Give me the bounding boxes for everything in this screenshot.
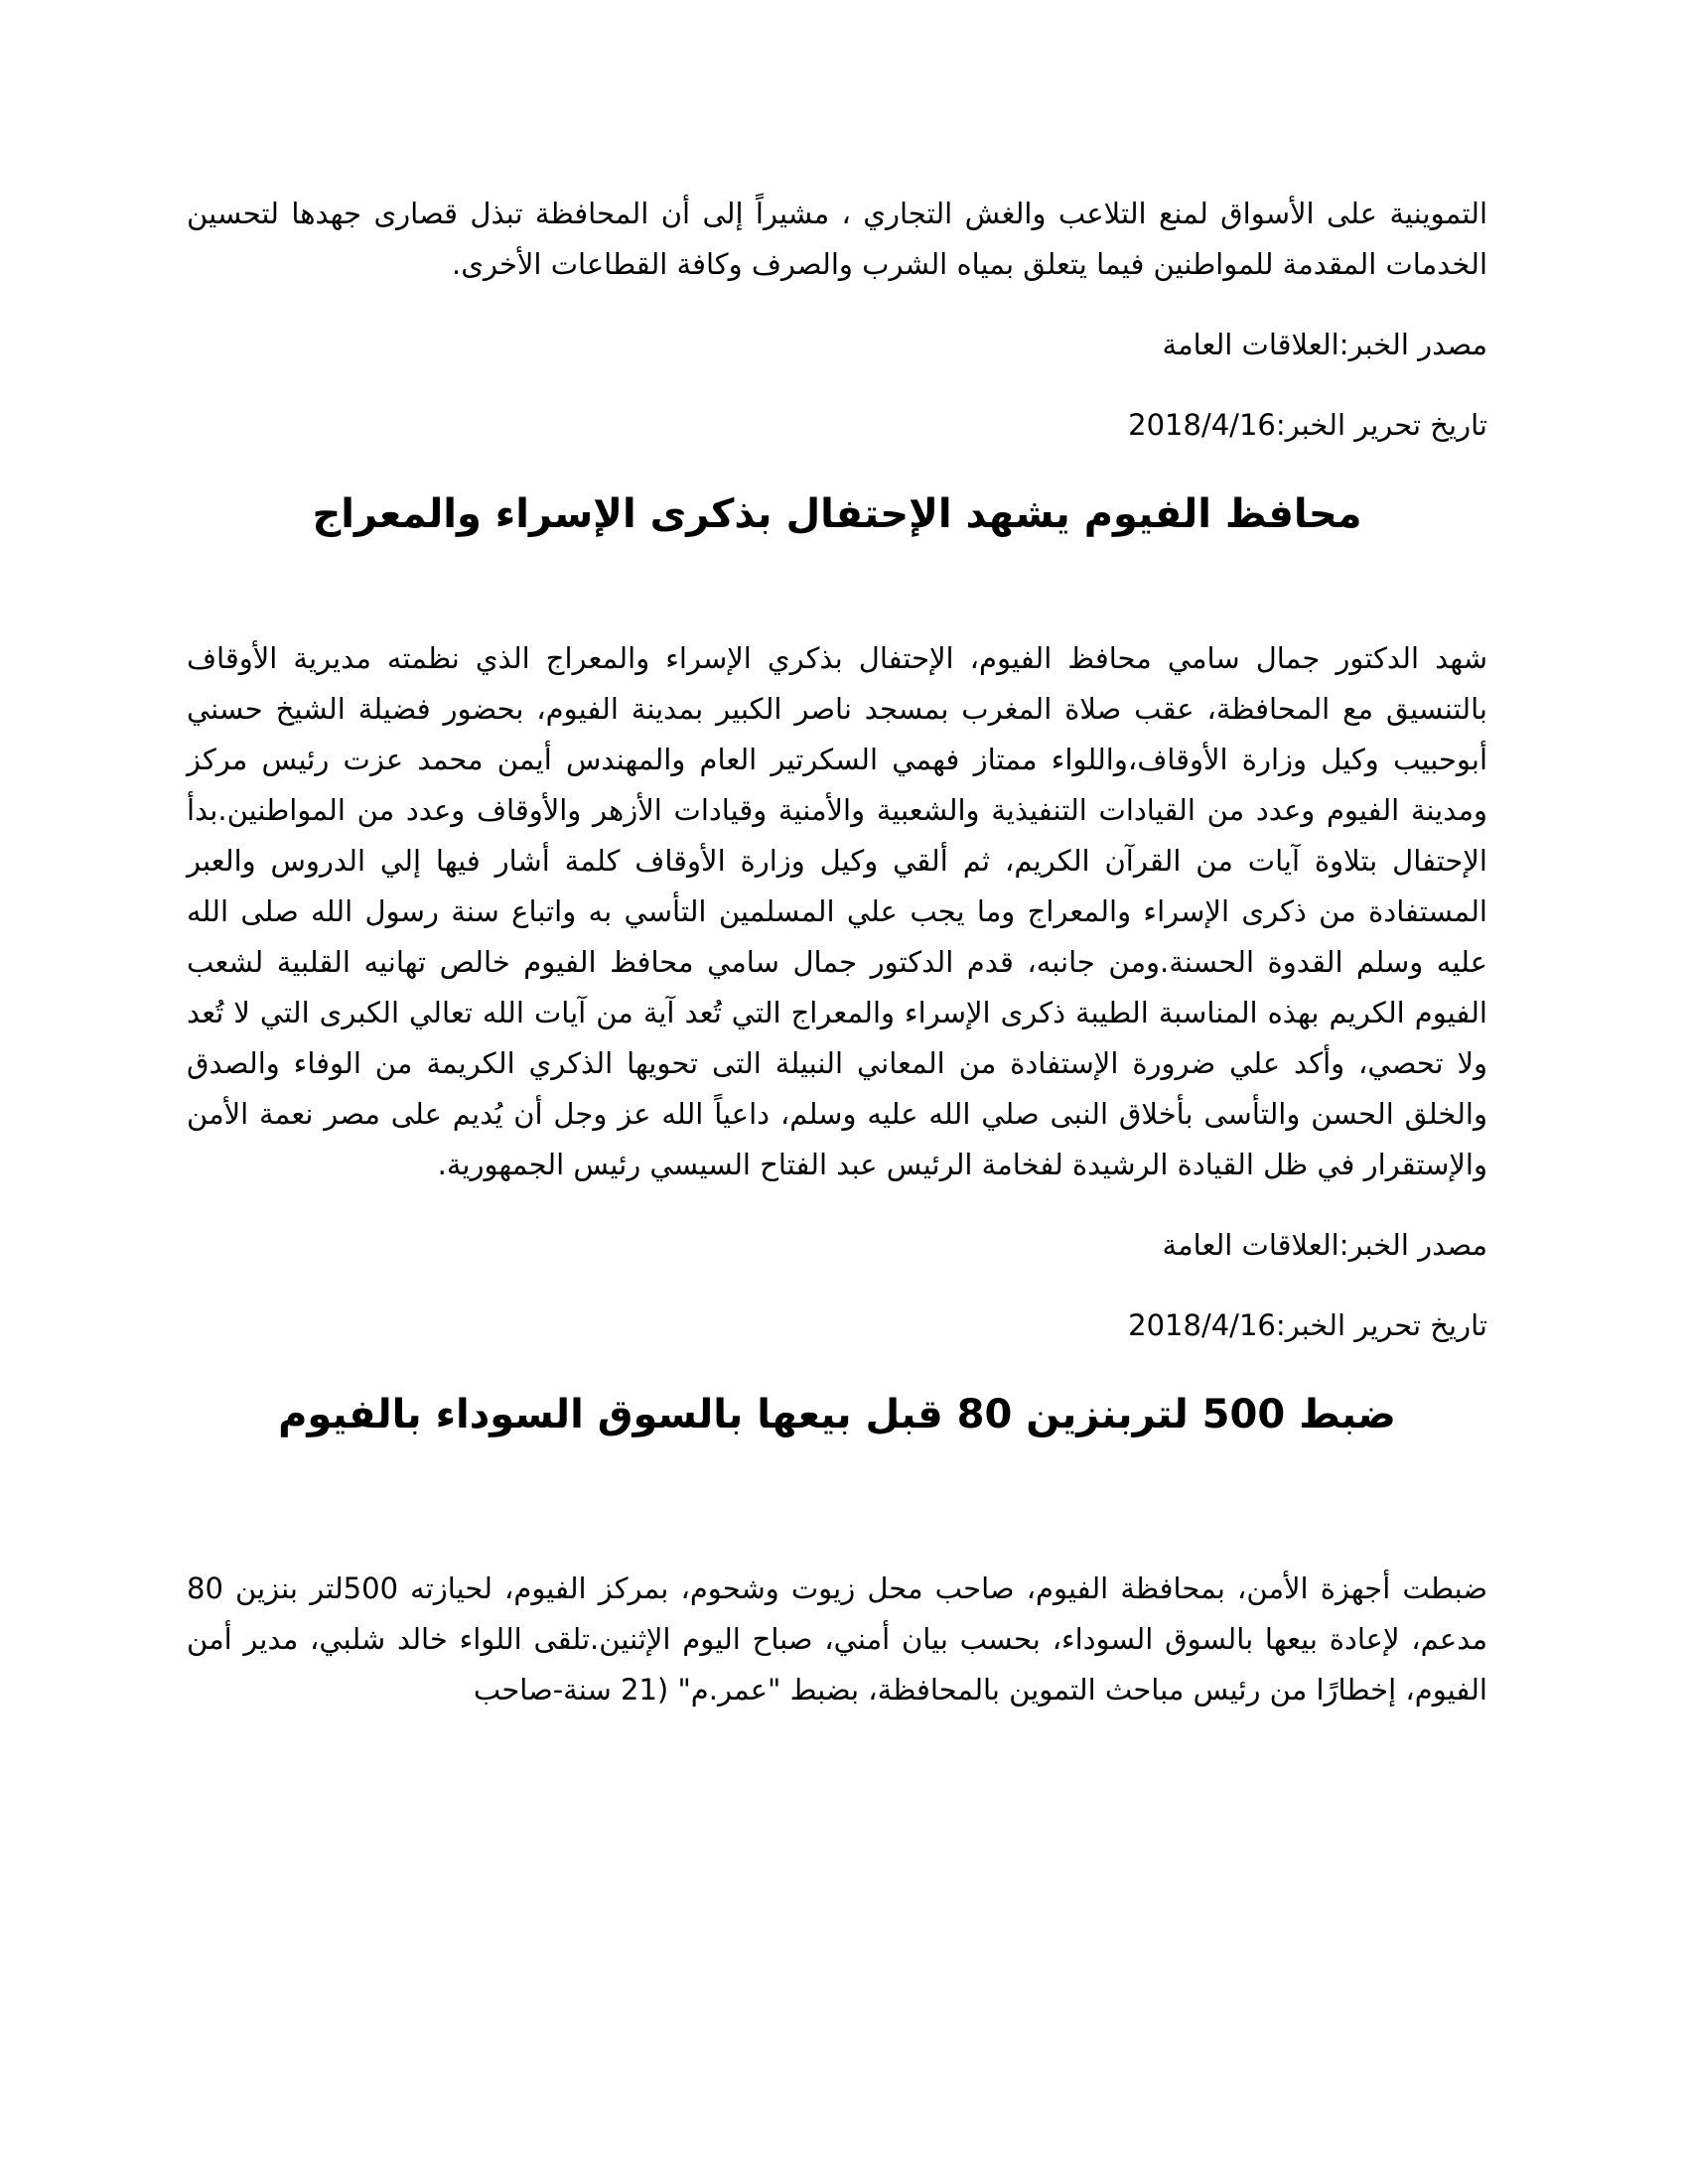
intro-paragraph: التموينية على الأسواق لمنع التلاعب والغش التجاري ، مشيراً إلى أن المحافظة تبذل قصارى جهدها لتحسين الخدمات المقدمة للمواطنين فيما يتعلق بمياه الشرب والصرف وكافة القطاعات الأخرى. — [187, 197, 1487, 281]
intro-news-source: مصدر الخبر:العلاقات العامة — [1162, 328, 1487, 361]
document-body — [187, 189, 1487, 1715]
article-1-news-date: تاريخ تحرير الخبر:2018/4/16 — [1128, 1308, 1487, 1342]
intro-news-date: تاريخ تحرير الخبر:2018/4/16 — [1128, 408, 1487, 442]
article-1-headline: محافظ الفيوم يشهد الإحتفال بذكرى الإسراء والمعراج — [312, 491, 1362, 537]
article-2-headline: ضبط 500 لتربنزين 80 قبل بيعها بالسوق السوداء بالفيوم — [278, 1392, 1396, 1437]
article-1-news-source: مصدر الخبر:العلاقات العامة — [1162, 1228, 1487, 1262]
article-1-body: شهد الدكتور جمال سامي محافظ الفيوم، الإحتفال بذكري الإسراء والمعراج الذي نظمته مديرية الأوقاف بالتنسيق مع المحافظة، عقب صلاة المغرب بمسجد ناصر الكبير بمدينة الفيوم، بحضور فضيلة الشيخ حسني أبوحبيب وكيل وزارة الأوقاف،واللواء ممتاز فهمي السكرتير العام والمهندس أيمن محمد عزت رئيس مركز ومدينة الفيوم وعدد من القيادات التنفيذية والشعبية والأمنية وقيادات الأزهر والأوقاف وعدد من المواطنين.بدأ الإحتفال بتلاوة آيات من القرآن الكريم، ثم ألقي وكيل وزارة الأوقاف كلمة أشار فيها إلي الدروس والعبر المستفادة من ذكرى الإسراء والمعراج وما يجب علي المسلمين التأسي به واتباع سنة رسول الله صلى الله عليه وسلم القدوة الحسنة.ومن جانبه، قدم الدكتور جمال سامي محافظ الفيوم خالص تهانيه القلبية لشعب الفيوم الكريم بهذه المناسبة الطيبة ذكرى الإسراء والمعراج التي تُعد آية من آيات الله تعالي الكبرى التي لا تُعد ولا تحصي، وأكد علي ضرورة الإستفادة من المعاني النبيلة التى تحويها الذكري الكريمة من الوفاء والصدق والخلق الحسن والتأسى بأخلاق النبى صلي الله عليه وسلم، داعياً الله عز وجل أن يُديم على مصر نعمة الأمن والإستقرار في ظل القيادة الرشيدة لفخامة الرئيس عبد الفتاح السيسي رئيس الجمهورية. — [187, 641, 1487, 1181]
article-2-body: ضبطت أجهزة الأمن، بمحافظة الفيوم، صاحب محل زيوت وشحوم، بمركز الفيوم، لحيازته 500لتر بنزين 80 مدعم، لإعادة بيعها بالسوق السوداء، بحسب بيان أمني، صباح اليوم الإثنين.تلقى اللواء خالد شلبي، مدير أمن الفيوم، إخطارًا من رئيس مباحث التموين بالمحافظة، بضبط "عمر.م" (21 سنة-صاحب — [187, 1571, 1487, 1706]
